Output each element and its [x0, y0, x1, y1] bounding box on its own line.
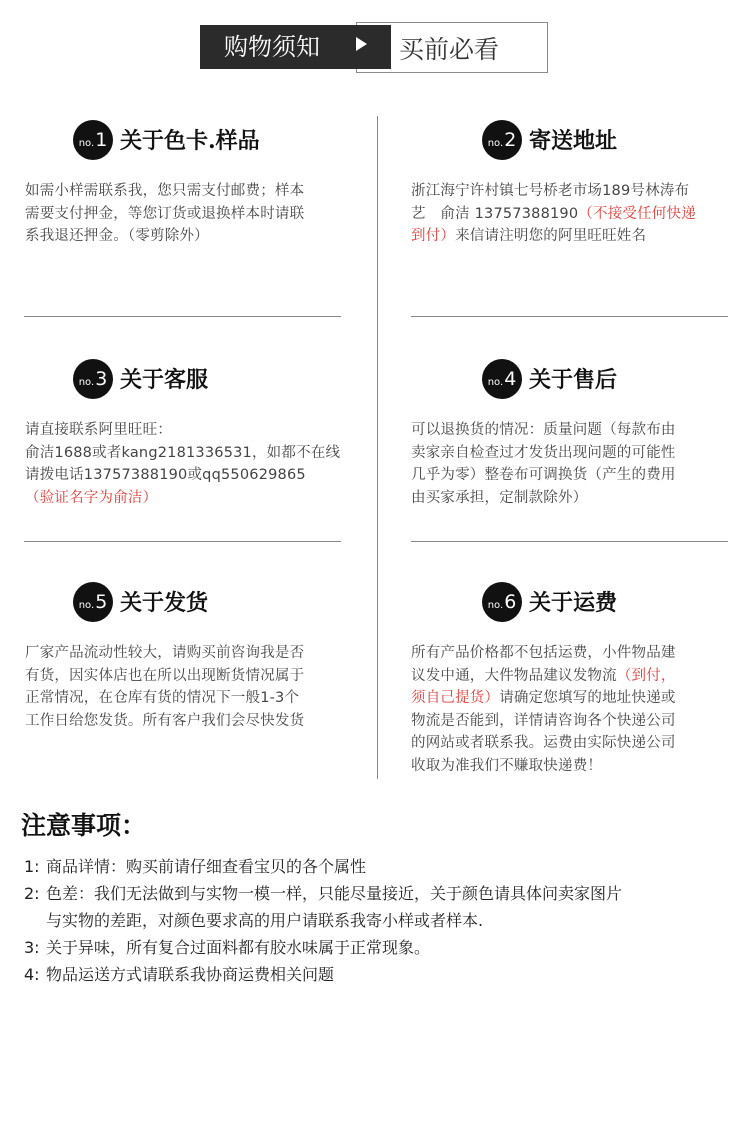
header-banner: [200, 22, 548, 73]
list-item: 1: 商品详情：购买前请仔细查看宝贝的各个属性: [24, 857, 367, 876]
section-6-body: 所有产品价格都不包括运费，小件物品建 议发中通，大件物品建议发物流（到付， 须自己提货）请确定您填写的地址快递或 物流是否能到，详情请咨询各个快递公司 的网站或者联系我。运费由实际快递公司 收取为准我们不赚取快递费！: [411, 645, 676, 774]
divider: [411, 541, 728, 542]
list-item-continuation: 与实物的差距，对颜色要求高的用户请联系我寄小样或者样本.: [46, 911, 484, 930]
section-4-body: 可以退换货的情况：质量问题（每款布由 卖家亲自检查过才发货出现问题的可能性 几乎为零）整卷布可调换货（产生的费用 由买家承担，定制款除外）: [411, 422, 676, 506]
play-arrow-icon: [356, 37, 367, 51]
section-title: 寄送地址: [529, 128, 618, 154]
number-badge-icon: no.6: [482, 582, 522, 622]
banner-left-text: 购物须知: [224, 33, 320, 61]
section-3-body: 请直接联系阿里旺旺： 俞洁1688或者kang2181336531，如都不在线 请拨电话13757388190或qq550629865 （验证名字为俞洁）: [25, 422, 341, 506]
number-badge-icon: no.5: [73, 582, 113, 622]
section-title: 关于发货: [120, 590, 209, 616]
section-1-body: 如需小样需联系我，您只需支付邮费；样本 需要支付押金，等您订货或退换样本时请联 系我退还押金。（零剪除外）: [25, 183, 305, 244]
vertical-divider: [377, 116, 378, 779]
section-2-body: 浙江海宁许村镇七号桥老市场189号林涛布 艺 俞洁 13757388190（不接受任何快递 到付）来信请注明您的阿里旺旺姓名: [411, 183, 696, 244]
banner-right-text: 买前必看: [399, 35, 500, 64]
divider: [411, 316, 728, 317]
number-badge-icon: no.4: [482, 359, 522, 399]
section-title: 关于色卡.样品: [120, 128, 260, 154]
notice-title: 注意事项：: [21, 811, 147, 840]
notice-list: [24, 853, 734, 988]
section-title: 关于客服: [120, 367, 209, 393]
list-item: 4: 物品运送方式请联系我协商运费相关问题: [24, 965, 335, 984]
list-item: 3: 关于异味，所有复合过面料都有胶水味属于正常现象。: [24, 938, 431, 957]
section-title: 关于售后: [529, 367, 618, 393]
divider: [24, 541, 341, 542]
number-badge-icon: no.2: [482, 120, 522, 160]
number-badge-icon: no.3: [73, 359, 113, 399]
section-5-body: 厂家产品流动性较大，请购买前咨询我是否 有货，因实体店也在所以出现断货情况属于 正常情况，在仓库有货的情况下一般1-3个 工作日给您发货。所有客户我们会尽快发货: [25, 645, 305, 729]
number-badge-icon: no.1: [73, 120, 113, 160]
section-title: 关于运费: [529, 590, 618, 616]
list-item: 2: 色差：我们无法做到与实物一模一样，只能尽量接近，关于颜色请具体问卖家图片: [24, 884, 623, 903]
divider: [24, 316, 341, 317]
